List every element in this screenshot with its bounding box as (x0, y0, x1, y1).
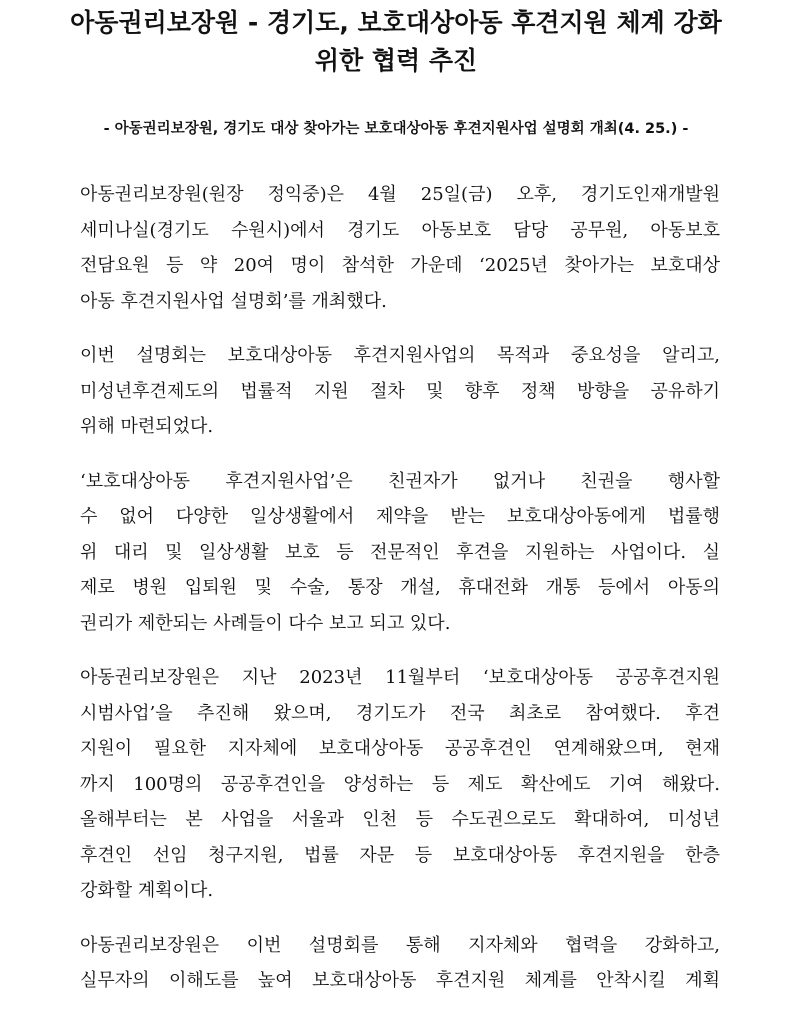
paragraph-line: 실무자의 이해도를 높여 보호대상아동 후견지원 체계를 안착시킬 계획 (80, 970, 720, 991)
document-body (80, 177, 720, 1018)
paragraph-3 (80, 464, 720, 642)
paragraph-1 (80, 177, 720, 319)
paragraph-line: 아동 후견지원사업 설명회’를 개최했다. (80, 290, 387, 312)
paragraph-line: ‘보호대상아동 후견지원사업’은 친권자가 없거나 친권을 행사할 (80, 470, 720, 492)
paragraph-line: 수 없어 다양한 일상생활에서 제약을 받는 보호대상아동에게 법률행 (80, 506, 720, 527)
paragraph-line: 시범사업’을 추진해 왔으며, 경기도가 전국 최초로 참여했다. 후견 (80, 702, 720, 724)
document-title-line-2: 위한 협력 추진 (314, 46, 478, 75)
paragraph-line: 까지 100명의 공공후견인을 양성하는 등 제도 확산에도 기여 해왔다. (80, 773, 720, 795)
paragraph-line: 아동권리보장원은 지난 2023년 11월부터 ‘보호대상아동 공공후견지원 (80, 667, 720, 688)
document-title-line-1: 아동권리보장원 - 경기도, 보호대상아동 후견지원 체계 강화 (70, 8, 722, 37)
paragraph-line: 지원이 필요한 지자체에 보호대상아동 공공후견인 연계해왔으며, 현재 (80, 738, 720, 759)
paragraph-line: 제로 병원 입퇴원 및 수술, 통장 개설, 휴대전화 개통 등에서 아동의 (80, 577, 720, 598)
paragraph-line: 전담요원 등 약 20여 명이 참석한 가운데 ‘2025년 찾아가는 보호대상 (80, 255, 720, 276)
document-subtitle: - 아동권리보장원, 경기도 대상 찾아가는 보호대상아동 후견지원사업 설명회 개최(4. 25.) - (103, 121, 689, 137)
paragraph-line: 아동권리보장원은 이번 설명회를 통해 지자체와 협력을 강화하고, (80, 934, 720, 956)
paragraph-line: 올해부터는 본 사업을 서울과 인천 등 수도권으로도 확대하여, 미성년 (80, 809, 720, 830)
paragraph-line: 후견인 선임 청구지원, 법률 자문 등 보호대상아동 후견지원을 한층 (80, 844, 720, 866)
paragraph-line: 세미나실(경기도 수원시)에서 경기도 아동보호 담당 공무원, 아동보호 (80, 219, 720, 241)
paragraph-line: 권리가 제한되는 사례들이 다수 보고 되고 있다. (80, 612, 451, 634)
paragraph-5 (80, 928, 720, 999)
paragraph-line: 위해 마련되었다. (80, 416, 214, 437)
paragraph-line: 위 대리 및 일상생활 보호 등 전문적인 후견을 지원하는 사업이다. 실 (80, 541, 720, 563)
paragraph-line: 강화할 계획이다. (80, 880, 214, 901)
paragraph-line: 아동권리보장원(원장 정익중)은 4월 25일(금) 오후, 경기도인재개발원 (80, 184, 720, 205)
paragraph-line: 이번 설명회는 보호대상아동 후견지원사업의 목적과 중요성을 알리고, (80, 345, 720, 366)
paragraph-4 (80, 660, 720, 909)
paragraph-line: 미성년후견제도의 법률적 지원 절차 및 향후 정책 방향을 공유하기 (80, 380, 720, 402)
paragraph-2 (80, 338, 720, 445)
